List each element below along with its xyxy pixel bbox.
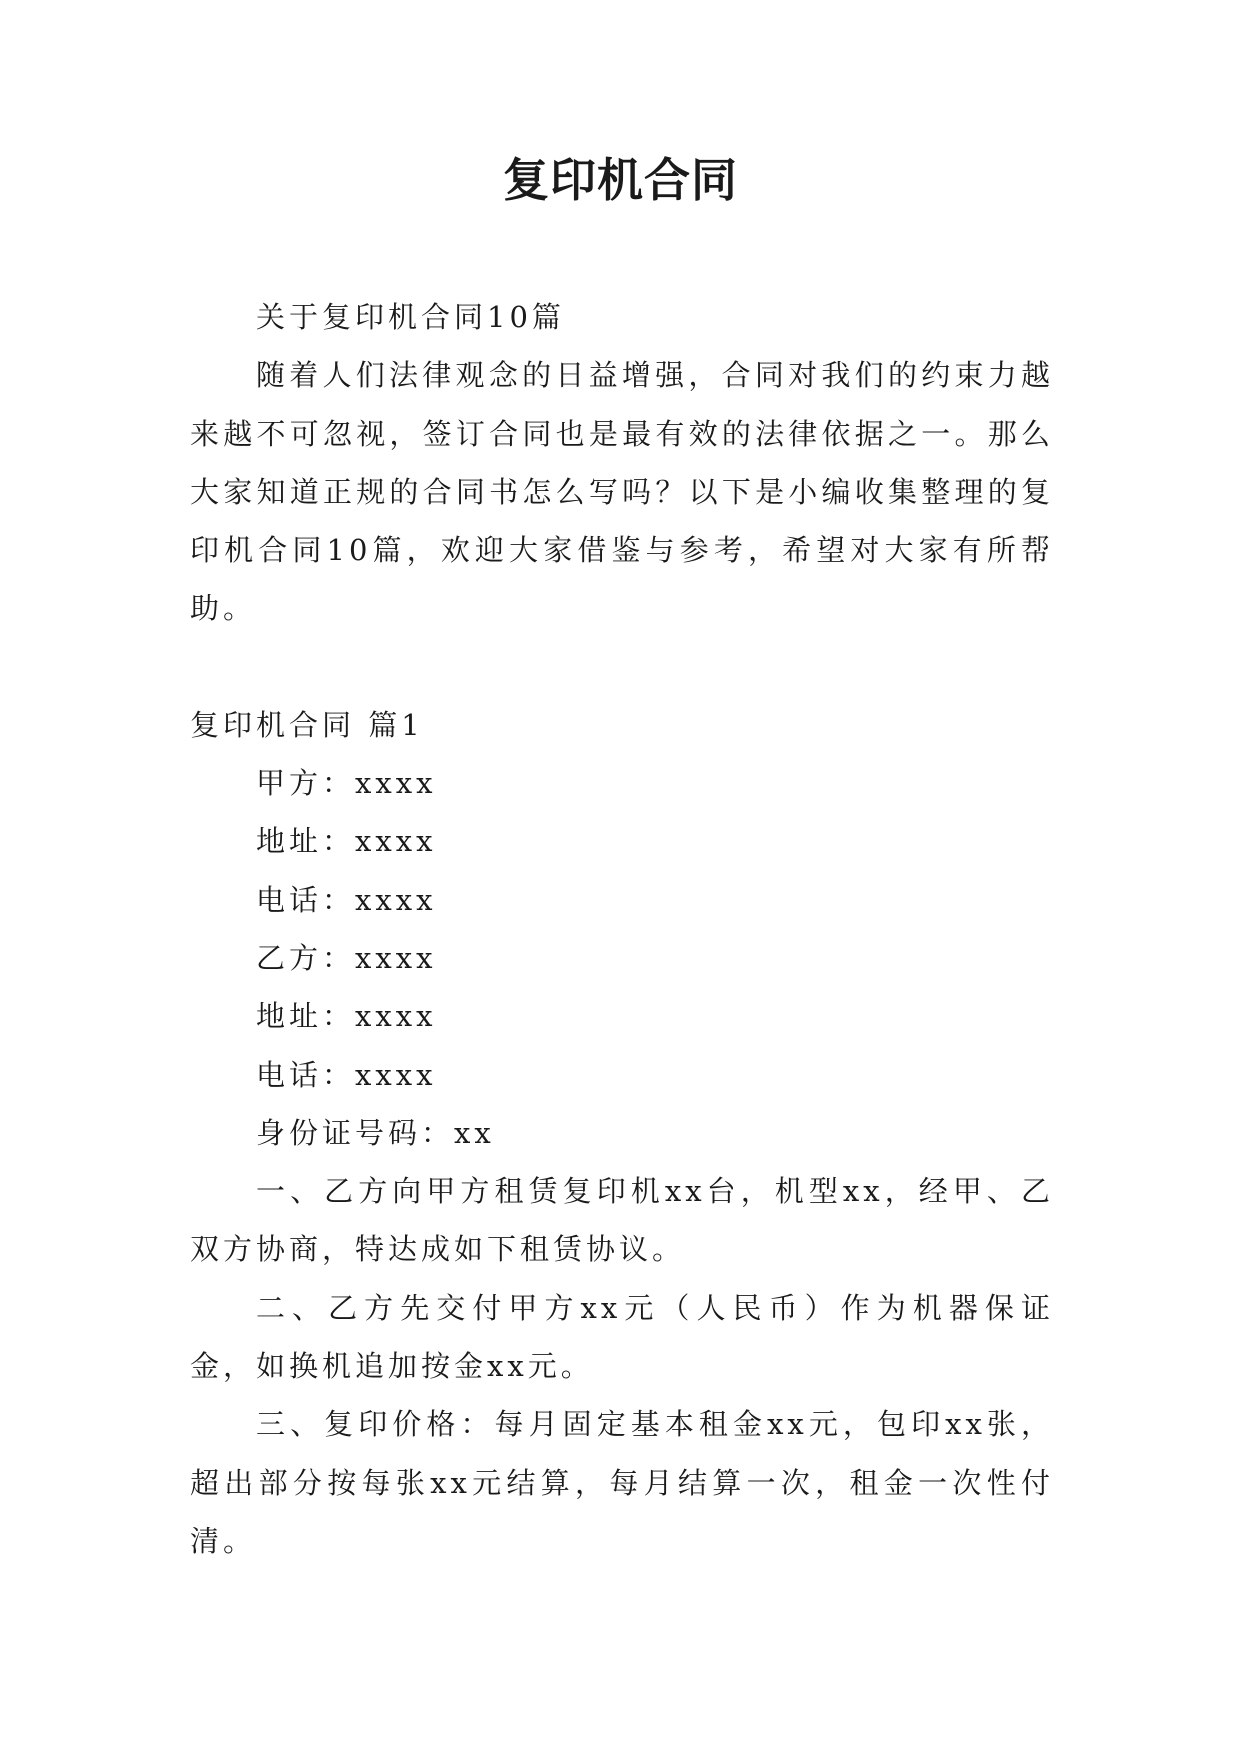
clause-1: 一、乙方向甲方租赁复印机xx台，机型xx，经甲、乙双方协商，特达成如下租赁协议。: [190, 1174, 1054, 1267]
party-a-phone: 电话：xxxx: [256, 882, 437, 917]
document-body: [190, 288, 1054, 1570]
clause-3: 三、复印价格：每月固定基本租金xx元，包印xx张，超出部分按每张xx元结算，每月结算一次，租金一次性付清。: [190, 1407, 1054, 1558]
party-b-id-number: 身份证号码：xx: [256, 1115, 495, 1150]
paragraph-gap: [190, 638, 1054, 696]
party-a-address: 地址：xxxx: [256, 824, 437, 859]
party-b-address: 地址：xxxx: [256, 999, 437, 1034]
clause-2: 二、乙方先交付甲方xx元（人民币）作为机器保证金，如换机追加按金xx元。: [190, 1290, 1054, 1384]
document-subtitle: 关于复印机合同10篇: [256, 300, 565, 334]
party-a-name: 甲方：xxxx: [256, 766, 437, 801]
document-title: 复印机合同: [503, 153, 738, 207]
party-b-phone: 电话：xxxx: [256, 1057, 437, 1092]
party-b-name: 乙方：xxxx: [256, 940, 437, 975]
section-heading: 复印机合同 篇1: [190, 707, 424, 742]
intro-paragraph: 随着人们法律观念的日益增强，合同对我们的约束力越来越不可忽视，签订合同也是最有效的法律依据之一。那么大家知道正规的合同书怎么写吗？以下是小编收集整理的复印机合同10篇，欢迎大家借鉴与参考，希望对大家有所帮助。: [190, 358, 1054, 626]
